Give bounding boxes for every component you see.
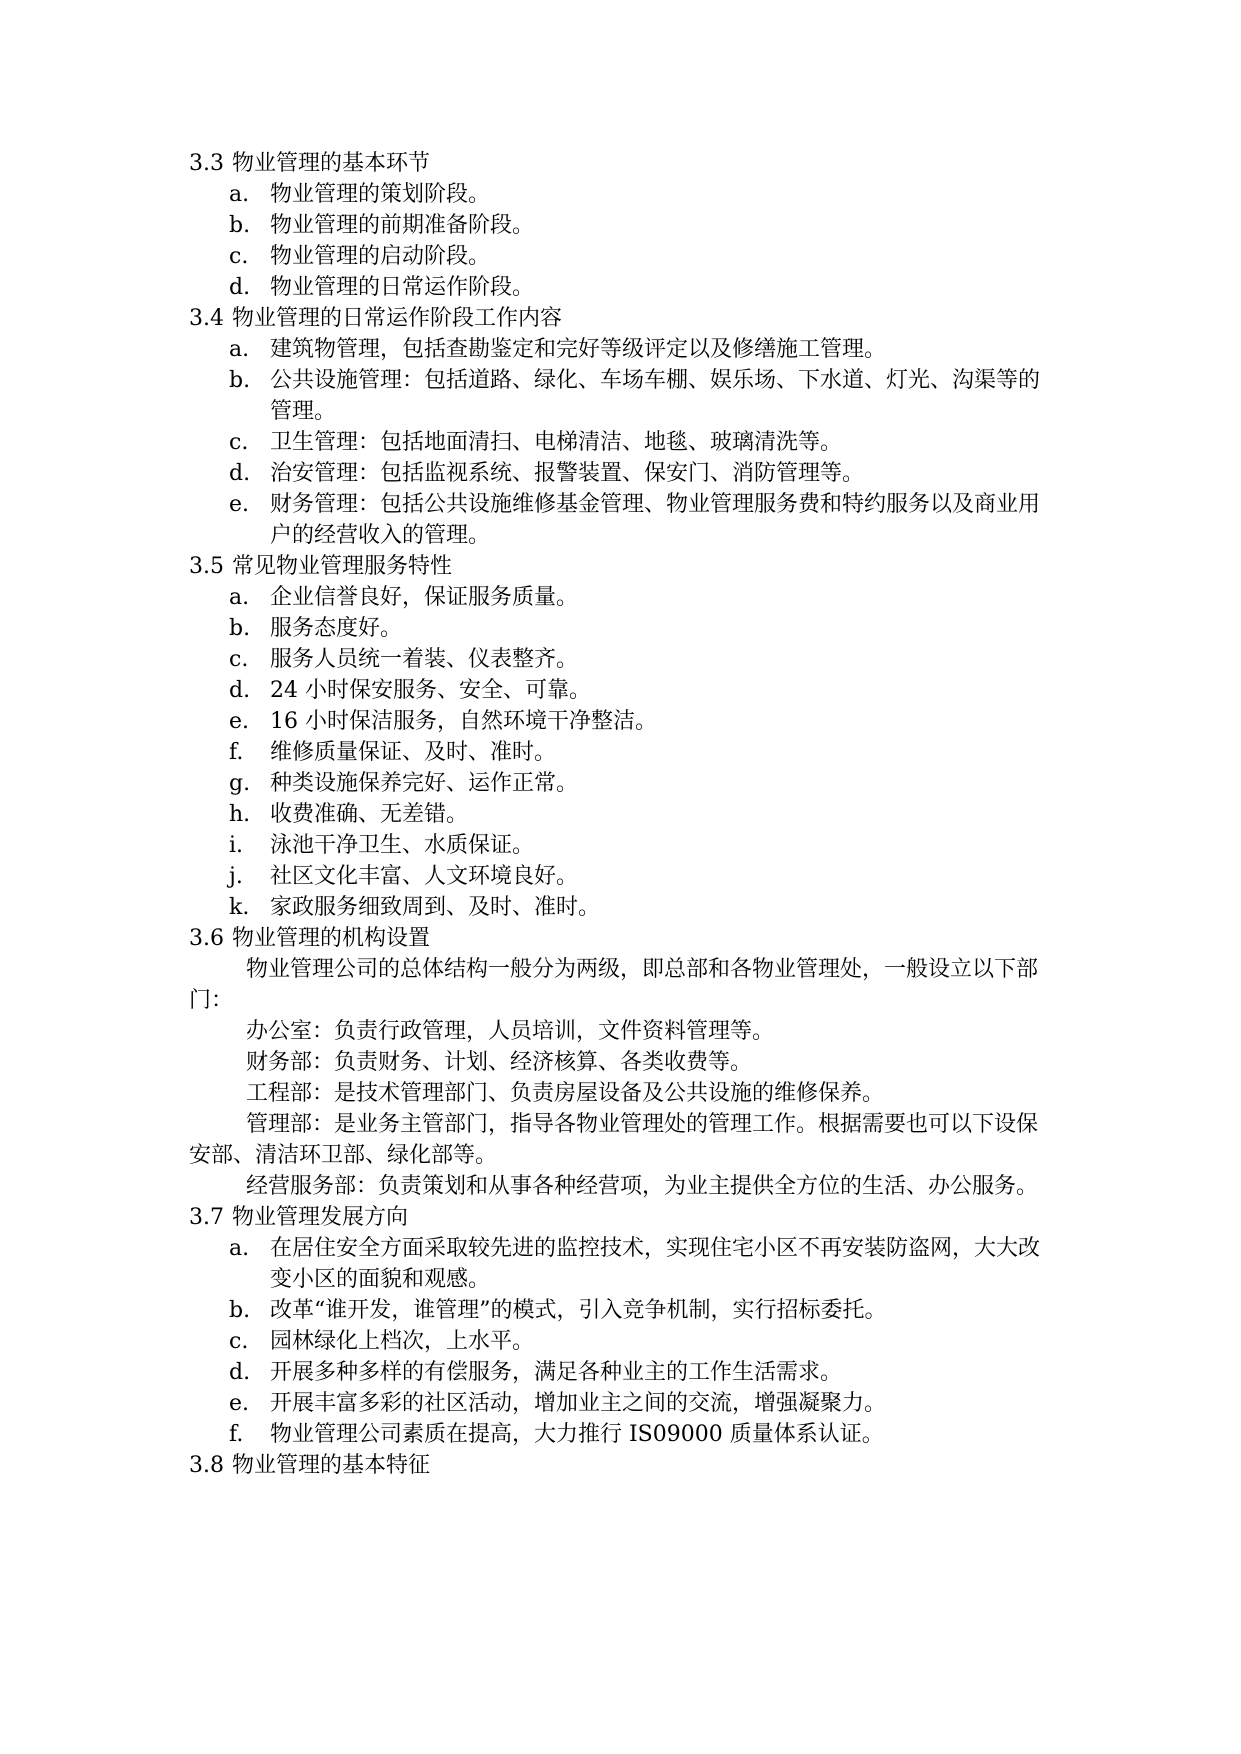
list-item: [189, 1295, 1059, 1326]
item-label: f.: [229, 740, 244, 765]
item-label: f.: [229, 1422, 244, 1447]
item-label: e.: [229, 492, 250, 517]
item-list: [189, 334, 1059, 551]
list-item: [189, 582, 1059, 613]
section-3-6: [189, 923, 1059, 1202]
list-item: [189, 365, 1059, 427]
list-item: [189, 1326, 1059, 1357]
section-3-3: [189, 148, 1059, 303]
item-label: d.: [229, 461, 251, 486]
section-title: 物业管理的日常运作阶段工作内容: [232, 306, 563, 331]
section-title: 物业管理的机构设置: [232, 926, 431, 951]
section-number: 3.4: [189, 306, 224, 331]
item-text: 财务管理：包括公共设施维修基金管理、物业管理服务费和特约服务以及商业用户的经营收入的管理。: [270, 492, 1041, 548]
item-text: 建筑物管理，包括查勘鉴定和完好等级评定以及修缮施工管理。: [270, 337, 887, 362]
list-item: [189, 427, 1059, 458]
item-label: c.: [229, 430, 249, 455]
paragraph: 工程部：是技术管理部门、负责房屋设备及公共设施的维修保养。: [246, 1081, 885, 1106]
item-text: 在居住安全方面采取较先进的监控技术，实现住宅小区不再安装防盗网，大大改变小区的面貌和观感。: [270, 1236, 1041, 1292]
section-3-4: [189, 303, 1059, 551]
section-heading: [189, 551, 1059, 582]
section-heading: [189, 148, 1059, 179]
list-item: [189, 768, 1059, 799]
item-text: 泳池干净卫生、水质保证。: [270, 833, 535, 858]
item-text: 物业管理的启动阶段。: [270, 244, 491, 269]
item-label: d.: [229, 1360, 251, 1385]
list-item: [189, 613, 1059, 644]
section-title: 物业管理发展方向: [232, 1205, 409, 1230]
section-number: 3.3: [189, 151, 224, 176]
section-number: 3.6: [189, 926, 224, 951]
item-label: a.: [229, 182, 250, 207]
item-text: 服务人员统一着装、仪表整齐。: [270, 647, 579, 672]
item-label: e.: [229, 709, 250, 734]
item-text: 卫生管理：包括地面清扫、电梯清洁、地毯、玻璃清洗等。: [270, 430, 843, 455]
document-page: [189, 148, 1059, 1481]
item-label: g.: [229, 771, 251, 796]
section-heading: [189, 1202, 1059, 1233]
item-label: d.: [229, 678, 251, 703]
list-item: [189, 458, 1059, 489]
section-number: 3.7: [189, 1205, 224, 1230]
item-label: e.: [229, 1391, 250, 1416]
item-label: k.: [229, 895, 250, 920]
item-label: a.: [229, 585, 250, 610]
item-label: b.: [229, 368, 251, 393]
item-label: c.: [229, 1329, 249, 1354]
item-label: b.: [229, 616, 251, 641]
item-text: 改革“谁开发，谁管理”的模式，引入竞争机制，实行招标委托。: [270, 1298, 887, 1323]
section-heading: [189, 923, 1059, 954]
section-3-8: [189, 1450, 1059, 1481]
section-heading: [189, 303, 1059, 334]
item-text: 开展多种多样的有偿服务，满足各种业主的工作生活需求。: [270, 1360, 843, 1385]
list-item: [189, 737, 1059, 768]
list-item: [189, 1233, 1059, 1295]
section-heading: [189, 1450, 1059, 1481]
item-label: a.: [229, 337, 250, 362]
item-text: 社区文化丰富、人文环境良好。: [270, 864, 579, 889]
section-3-5: [189, 551, 1059, 923]
item-text: 物业管理公司素质在提高，大力推行 IS09000 质量体系认证。: [270, 1422, 884, 1447]
item-text: 16 小时保洁服务，自然环境干净整洁。: [270, 709, 657, 734]
item-list: [189, 179, 1059, 303]
section-title: 物业管理的基本环节: [232, 151, 431, 176]
item-label: i.: [229, 833, 244, 858]
list-item: [189, 272, 1059, 303]
list-item: [189, 210, 1059, 241]
item-text: 维修质量保证、及时、准时。: [270, 740, 557, 765]
paragraph: 物业管理公司的总体结构一般分为两级，即总部和各物业管理处，一般设立以下部门：: [189, 957, 1039, 1013]
section-number: 3.5: [189, 554, 224, 579]
item-label: b.: [229, 213, 251, 238]
item-text: 24 小时保安服务、安全、可靠。: [270, 678, 591, 703]
list-item: [189, 334, 1059, 365]
list-item: [189, 892, 1059, 923]
item-text: 企业信誉良好，保证服务质量。: [270, 585, 579, 610]
item-label: c.: [229, 244, 249, 269]
item-text: 园林绿化上档次，上水平。: [270, 1329, 535, 1354]
list-item: [189, 675, 1059, 706]
item-label: j.: [229, 864, 243, 889]
item-text: 服务态度好。: [270, 616, 403, 641]
item-label: c.: [229, 647, 249, 672]
item-label: d.: [229, 275, 251, 300]
item-list: [189, 1233, 1059, 1450]
item-label: b.: [229, 1298, 251, 1323]
list-item: [189, 1419, 1059, 1450]
list-item: [189, 830, 1059, 861]
paragraph: 经营服务部：负责策划和从事各种经营项，为业主提供全方位的生活、办公服务。: [246, 1174, 1039, 1199]
paragraph: 财务部：负责财务、计划、经济核算、各类收费等。: [246, 1050, 753, 1075]
item-label: h.: [229, 802, 251, 827]
paragraph: 管理部：是业务主管部门，指导各物业管理处的管理工作。根据需要也可以下设保安部、清洁环卫部、绿化部等。: [189, 1112, 1039, 1168]
list-item: [189, 489, 1059, 551]
list-item: [189, 706, 1059, 737]
list-item: [189, 1388, 1059, 1419]
item-list: [189, 582, 1059, 923]
item-text: 物业管理的前期准备阶段。: [270, 213, 535, 238]
list-item: [189, 241, 1059, 272]
section-number: 3.8: [189, 1453, 224, 1478]
item-text: 治安管理：包括监视系统、报警装置、保安门、消防管理等。: [270, 461, 865, 486]
list-item: [189, 179, 1059, 210]
paragraph: 办公室：负责行政管理，人员培训，文件资料管理等。: [246, 1019, 775, 1044]
list-item: [189, 644, 1059, 675]
item-text: 收费准确、无差错。: [270, 802, 469, 827]
item-text: 种类设施保养完好、运作正常。: [270, 771, 579, 796]
section-3-7: [189, 1202, 1059, 1450]
item-text: 开展丰富多彩的社区活动，增加业主之间的交流，增强凝聚力。: [270, 1391, 887, 1416]
item-text: 物业管理的日常运作阶段。: [270, 275, 535, 300]
list-item: [189, 861, 1059, 892]
item-label: a.: [229, 1236, 250, 1261]
list-item: [189, 799, 1059, 830]
item-text: 家政服务细致周到、及时、准时。: [270, 895, 601, 920]
section-title: 常见物业管理服务特性: [232, 554, 453, 579]
item-text: 物业管理的策划阶段。: [270, 182, 491, 207]
item-text: 公共设施管理：包括道路、绿化、车场车棚、娱乐场、下水道、灯光、沟渠等的管理。: [270, 368, 1041, 424]
list-item: [189, 1357, 1059, 1388]
section-title: 物业管理的基本特征: [232, 1453, 431, 1478]
